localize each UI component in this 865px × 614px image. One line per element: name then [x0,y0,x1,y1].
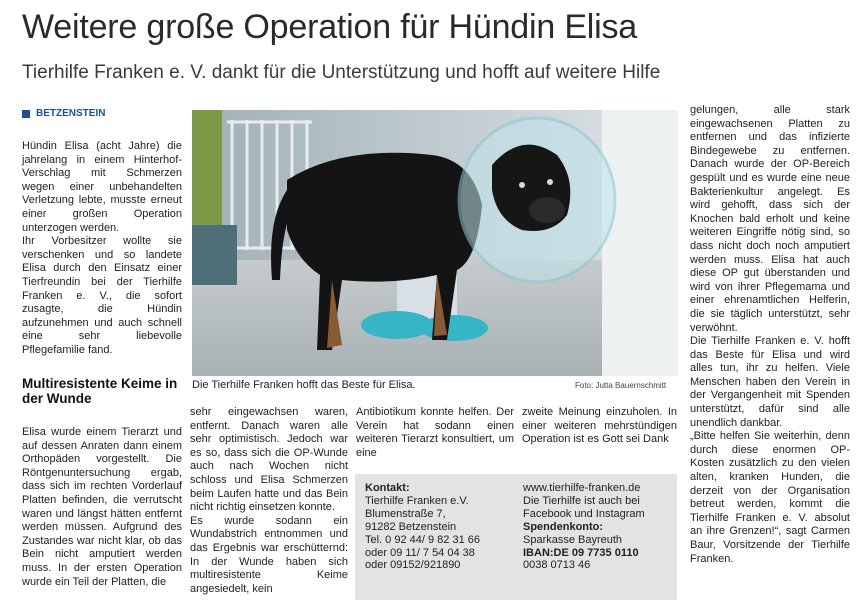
contact-phone-2: oder 09 11/ 7 54 04 38 [365,546,475,559]
contact-box [355,474,677,600]
col5-para3: „Bitte helfen Sie weiterhin, denn durch diese enormen OP-Kosten zusätzlich zu den vielen alten, kranken Hunden, die derzeit von der Organisation betreut werden, kommt die Tierhilfe Franken e. V. absolut an ihre Grenzen!“, sagt Carmen Baur, Vorsitzende der Tierhilfe Franken. [690,430,850,565]
subheading-keime: Multiresistente Keime in der Wunde [22,376,178,406]
iban-line-2: 0038 0713 46 [523,559,591,572]
bank-label: Spendenkonto: [523,520,604,533]
col1-para3: Elisa wurde einem Tierarzt und auf dessen Anraten dann einem Orthopäden vorgestellt. Die Röntgenuntersuchung ergab, dass sich im rechten Vorderlauf Platten befinden, die verrutscht waren und längst hätten entfernt werden müssen. Aufgrund des Zustandes war nicht klar, ob das Bein nicht amputiert werden muss. In der ersten Operation wurde ein Teil der Platten, die [22,426,182,588]
contact-address [365,482,515,572]
col2-para2: Es wurde sodann ein Wundabstrich entnommen und das Ergebnis war erschütternd: In der Wunde haben sich multiresistente Keime angesiedelt, kein [190,514,348,595]
photo-caption: Die Tierhilfe Franken hofft das Beste für Elisa. [192,379,416,391]
dog-photo-illustration [192,110,678,376]
column-1-cont [22,426,182,589]
contact-social-1: Die Tierhilfe ist auch bei [523,494,640,507]
column-4 [522,406,677,447]
article-photo [192,110,678,376]
col5-para2: Die Tierhilfe Franken e. V. hofft das Beste für Elisa und wird alles tun, ihr zu helfen. Viele Menschen haben den Verein in der Vergangenheit mit Spenden unterstützt, dafür sind alle unendlich dankbar. [690,335,850,429]
col2-para1: sehr eingewachsen waren, entfernt. Danach waren alle sehr optimistisch. Jedoch war es so, dass sich die OP-Wunde auch nach Wochen nicht schloss und Elisa Schmerzen beim Laufen hatte und das Bein nicht richtig einsetzen konnte. [190,406,348,514]
contact-label: Kontakt: [365,482,410,494]
contact-street: Blumenstraße 7, [365,507,446,520]
bank-name: Sparkasse Bayreuth [523,533,623,546]
contact-org: Tierhilfe Franken e.V. [365,494,469,507]
col4-para1: zweite Meinung einzuholen. In einer weiteren mehrstündigen Operation ist es Gott sei Dank [522,406,677,446]
column-5 [690,104,850,566]
dateline [22,108,105,119]
column-2 [190,406,348,596]
column-3 [356,406,514,460]
column-1 [22,140,182,358]
photo-credit: Foto: Jutta Bauernschmitt [575,381,667,390]
contact-social-2: Facebook und Instagram [523,507,645,520]
col5-para1: gelungen, alle stark eingewachsenen Platten zu entfernen und das infizierte Bindegewebe zu entfernen. Danach wurde der OP-Bereich gespült und es wurde eine neue Bakterienkultur angelegt. Es wird gehofft, dass sich der Knochen bald erholt und keine weiteren Eingriffe nötig sind, so dass nicht doch noch amputiert werden muss. Elisa hat auch diese OP gut überstanden und wird von ihrer Pflegemama und einer ehrenamtlichen Helferin, die sie täglich unterstützt, sehr verwöhnt. [690,104,850,334]
subheadline: Tierhilfe Franken e. V. dankt für die Unterstützung und hofft auf weitere Hilfe [22,62,661,83]
contact-website[interactable]: www.tierhilfe-franken.de [523,482,641,494]
dateline-text: BETZENSTEIN [36,108,106,119]
col1-para2: Ihr Vorbesitzer wollte sie verschenken und so landete Elisa durch den Einsatz einer Tierfreundin bei der Tierhilfe Franken e. V., die sofort zusagte, die Hündin aufzunehmen und auch schnell eine sehr liebevolle Pflegefamilie fand. [22,235,182,356]
contact-phone-1: Tel. 0 92 44/ 9 82 31 66 [365,533,480,546]
dateline-marker [22,110,30,118]
contact-city: 91282 Betzenstein [365,520,457,533]
col3-para1: Antibiotikum konnte helfen. Der Verein hat sodann einen weiteren Tierarzt konsultiert, um eine [356,406,514,459]
contact-online-bank [523,482,673,572]
contact-phone-3: oder 09152/921890 [365,559,461,572]
col1-para1: Hündin Elisa (acht Jahre) die jahrelang in einem Hinterhof-Verschlag mit Schmerzen wegen einer unbehandelten Verletzung lebte, musste erneut einer großen Operation unterzogen werden. [22,140,182,234]
headline: Weitere große Operation für Hündin Elisa [22,8,638,46]
iban-line-1: IBAN:DE 09 7735 0110 [523,546,639,559]
